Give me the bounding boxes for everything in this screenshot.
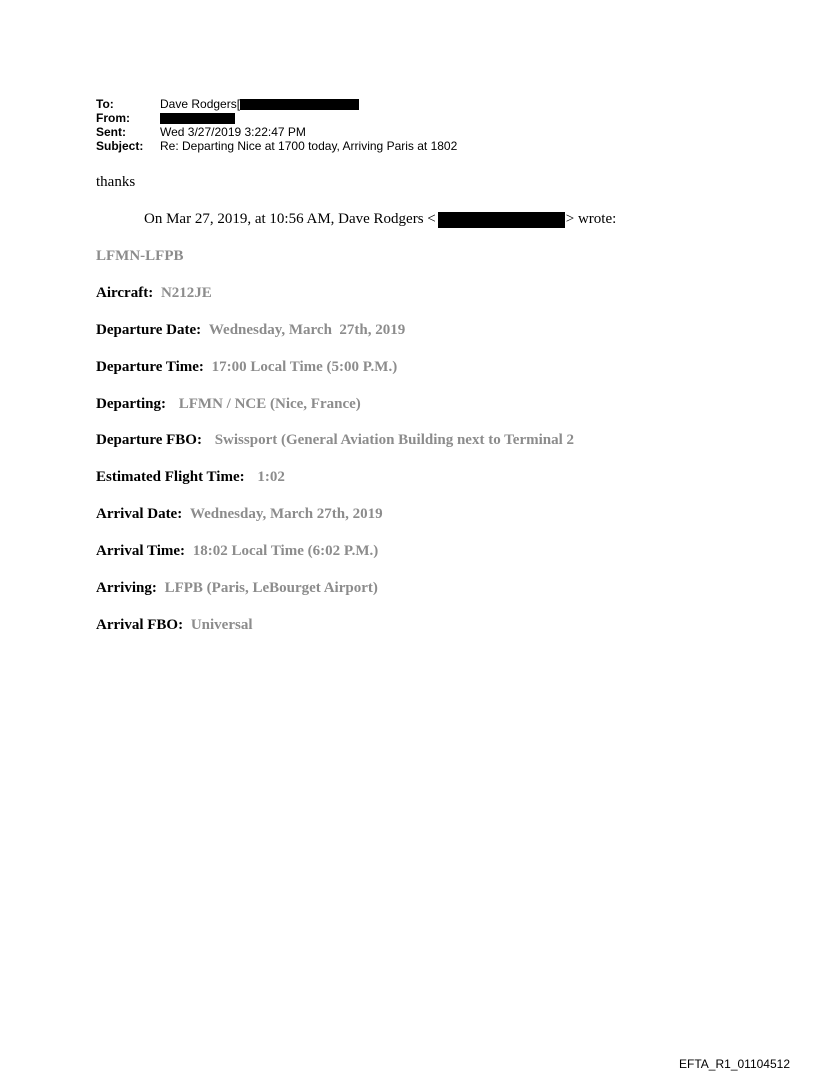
header-to-row (96, 97, 457, 111)
field-value: 1:02 (257, 469, 285, 485)
field-value: LFMN / NCE (Nice, France) (178, 396, 361, 412)
departure-fbo-field (96, 432, 574, 449)
field-label: Arrival FBO: (96, 617, 184, 633)
header-sent-row (96, 125, 457, 139)
from-label: From: (96, 111, 130, 125)
redaction-bar (438, 212, 565, 228)
header-subject-row (96, 139, 457, 153)
field-value: Swissport (General Aviation Building next to Terminal 2 (214, 432, 575, 448)
departure-time-field (96, 359, 397, 376)
subject-value: Re: Departing Nice at 1700 today, Arriving Paris at 1802 (160, 139, 458, 153)
email-header (96, 97, 457, 153)
field-label: Estimated Flight Time: (96, 469, 245, 485)
to-label: To: (96, 97, 114, 111)
field-label: Arrival Date: (96, 506, 183, 522)
field-value: 17:00 Local Time (5:00 P.M.) (211, 359, 398, 375)
sent-label: Sent: (96, 125, 126, 139)
arrival-time-field (96, 543, 378, 560)
field-label: Departure FBO: (96, 432, 202, 448)
departing-field (96, 396, 361, 413)
field-value: Wednesday, March 27th, 2019 (189, 506, 383, 522)
to-value: Dave Rodgers[ (160, 97, 241, 111)
header-from-row (96, 111, 457, 125)
field-label: Arriving: (96, 580, 157, 596)
quote-suffix: > wrote: (565, 211, 617, 227)
route-heading: LFMN-LFPB (96, 248, 184, 264)
field-label: Arrival Time: (96, 543, 186, 559)
estimated-flight-time-field (96, 469, 285, 486)
quote-attribution (144, 211, 616, 228)
field-value: 18:02 Local Time (6:02 P.M.) (192, 543, 379, 559)
redaction-bar (240, 99, 359, 110)
field-value: Universal (190, 617, 253, 633)
field-label: Aircraft: (96, 285, 154, 301)
subject-label: Subject: (96, 139, 144, 153)
document-id: EFTA_R1_01104512 (679, 1057, 790, 1071)
field-label: Departure Date: (96, 322, 202, 338)
arrival-fbo-field (96, 617, 253, 634)
quote-prefix: On Mar 27, 2019, at 10:56 AM, Dave Rodgers < (144, 211, 436, 227)
sent-value: Wed 3/27/2019 3:22:47 PM (160, 125, 306, 139)
redaction-bar (160, 113, 235, 124)
arrival-date-field (96, 506, 383, 523)
reply-text: thanks (96, 174, 136, 190)
field-value: N212JE (160, 285, 212, 301)
arriving-field (96, 580, 378, 597)
departure-date-field (96, 322, 405, 339)
field-label: Departure Time: (96, 359, 204, 375)
field-value: Wednesday, March 27th, 2019 (208, 322, 406, 338)
aircraft-field (96, 285, 212, 302)
field-value: LFPB (Paris, LeBourget Airport) (164, 580, 378, 596)
field-label: Departing: (96, 396, 166, 412)
